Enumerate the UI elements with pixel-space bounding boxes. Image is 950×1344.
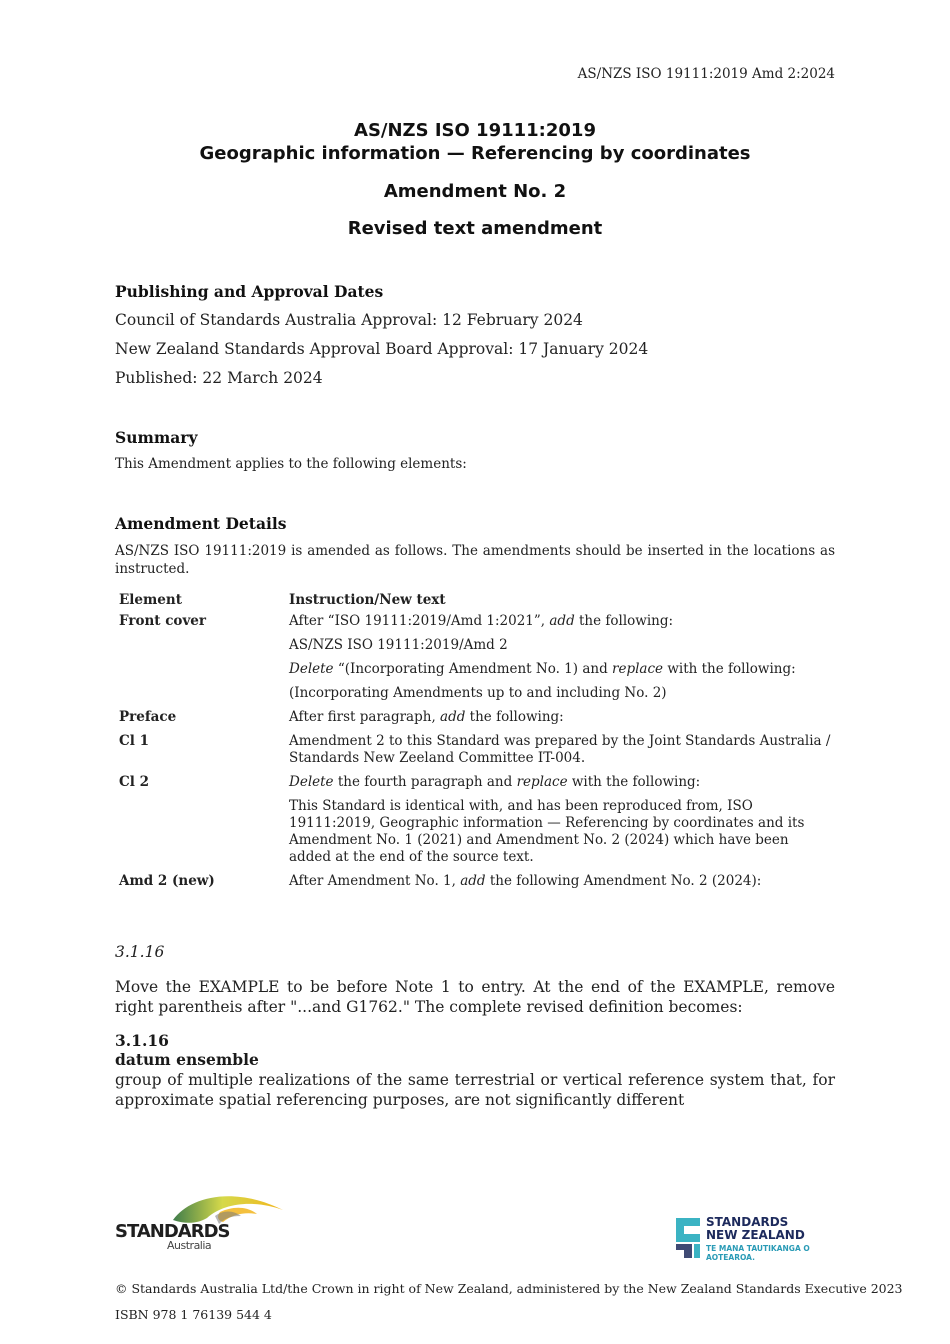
row-element <box>115 656 285 680</box>
amendment-table <box>115 590 835 892</box>
row-element: Preface <box>119 709 177 725</box>
footer-isbn: ISBN 978 1 76139 544 4 <box>115 1307 272 1322</box>
snz-mark-icon <box>676 1218 702 1258</box>
table-row <box>115 656 835 680</box>
term-name: datum ensemble <box>115 1050 259 1069</box>
title-block <box>0 119 950 239</box>
term-definition: group of multiple realizations of the same terrestrial or vertical reference system that, for approximate spatial referencing purposes, are not significantly different <box>115 1071 835 1109</box>
row-instruction: After first paragraph, add the following: <box>289 709 564 725</box>
snz-wordmark <box>706 1216 805 1242</box>
row-instruction: This Standard is identical with, and has been reproduced from, ISO 19111:2019, Geographic information — Referencing by coordinates and its Amendment No. 1 (2021) and Amendment No. 2 (2024) which have been added at the end of the source text. <box>289 798 805 865</box>
snz-tagline: TE MANA TAUTIKANGA O AOTEAROA. <box>706 1244 810 1262</box>
row-instruction: After Amendment No. 1, add the following Amendment No. 2 (2024): <box>289 873 762 889</box>
nz-approval-date: New Zealand Standards Approval Board Approval: 17 January 2024 <box>115 340 649 358</box>
row-element <box>115 632 285 656</box>
details-intro: AS/NZS ISO 19111:2019 is amended as follows. The amendments should be inserted in the locations as instructed. <box>115 543 835 577</box>
row-instruction: After “ISO 19111:2019/Amd 1:2021”, add the following: <box>289 613 674 629</box>
dates-heading: Publishing and Approval Dates <box>115 282 384 301</box>
amendment-number: Amendment No. 2 <box>383 181 567 202</box>
snz-line1: STANDARDS <box>706 1215 789 1229</box>
row-instruction: Amendment 2 to this Standard was prepared by the Joint Standards Australia / Standards New Zeeland Committee IT-004. <box>289 733 831 766</box>
table-row <box>115 868 835 892</box>
row-instruction: Delete “(Incorporating Amendment No. 1) and replace with the following: <box>289 661 796 677</box>
standard-title: Geographic information — Referencing by coordinates <box>199 143 751 164</box>
sa-logo-subtitle: Australia <box>167 1239 212 1252</box>
footer-copyright: © Standards Australia Ltd/the Crown in right of New Zealand, administered by the New Zealand Standards Executive 2023 <box>115 1281 903 1296</box>
term-number: 3.1.16 <box>115 1031 169 1050</box>
row-instruction: AS/NZS ISO 19111:2019/Amd 2 <box>289 637 508 653</box>
table-row <box>115 632 835 656</box>
clause-instruction: Move the EXAMPLE to be before Note 1 to entry. At the end of the EXAMPLE, remove right parentheis after "...and G1762." The complete revised definition becomes: <box>115 978 835 1016</box>
row-element <box>115 793 285 868</box>
row-element: Cl 2 <box>119 774 149 790</box>
table-row <box>115 680 835 704</box>
sa-approval-date: Council of Standards Australia Approval: 12 February 2024 <box>115 311 583 329</box>
row-element: Amd 2 (new) <box>119 873 215 889</box>
row-element <box>115 680 285 704</box>
summary-heading: Summary <box>115 428 198 447</box>
table-row <box>115 793 835 868</box>
standard-number: AS/NZS ISO 19111:2019 <box>354 120 596 141</box>
column-header-element: Element <box>119 592 182 608</box>
sa-logo-wordmark: STANDARDS <box>115 1221 230 1242</box>
table-header-row <box>115 590 835 611</box>
header-reference: AS/NZS ISO 19111:2019 Amd 2:2024 <box>577 66 835 82</box>
clause-reference: 3.1.16 <box>115 943 165 961</box>
row-instruction: (Incorporating Amendments up to and including No. 2) <box>289 685 667 701</box>
row-element: Cl 1 <box>119 733 149 749</box>
table-row <box>115 704 835 728</box>
standards-australia-logo <box>115 1188 290 1253</box>
table-row <box>115 728 835 769</box>
details-heading: Amendment Details <box>115 514 287 533</box>
row-element: Front cover <box>119 613 206 629</box>
table-row <box>115 611 835 632</box>
summary-text: This Amendment applies to the following elements: <box>115 456 467 472</box>
published-date: Published: 22 March 2024 <box>115 369 323 387</box>
amendment-kind: Revised text amendment <box>347 218 603 239</box>
standards-nz-logo <box>676 1216 846 1260</box>
table-row <box>115 769 835 793</box>
snz-line2: NEW ZEALAND <box>706 1228 805 1242</box>
row-instruction: Delete the fourth paragraph and replace with the following: <box>289 774 701 790</box>
column-header-instruction: Instruction/New text <box>289 592 446 608</box>
